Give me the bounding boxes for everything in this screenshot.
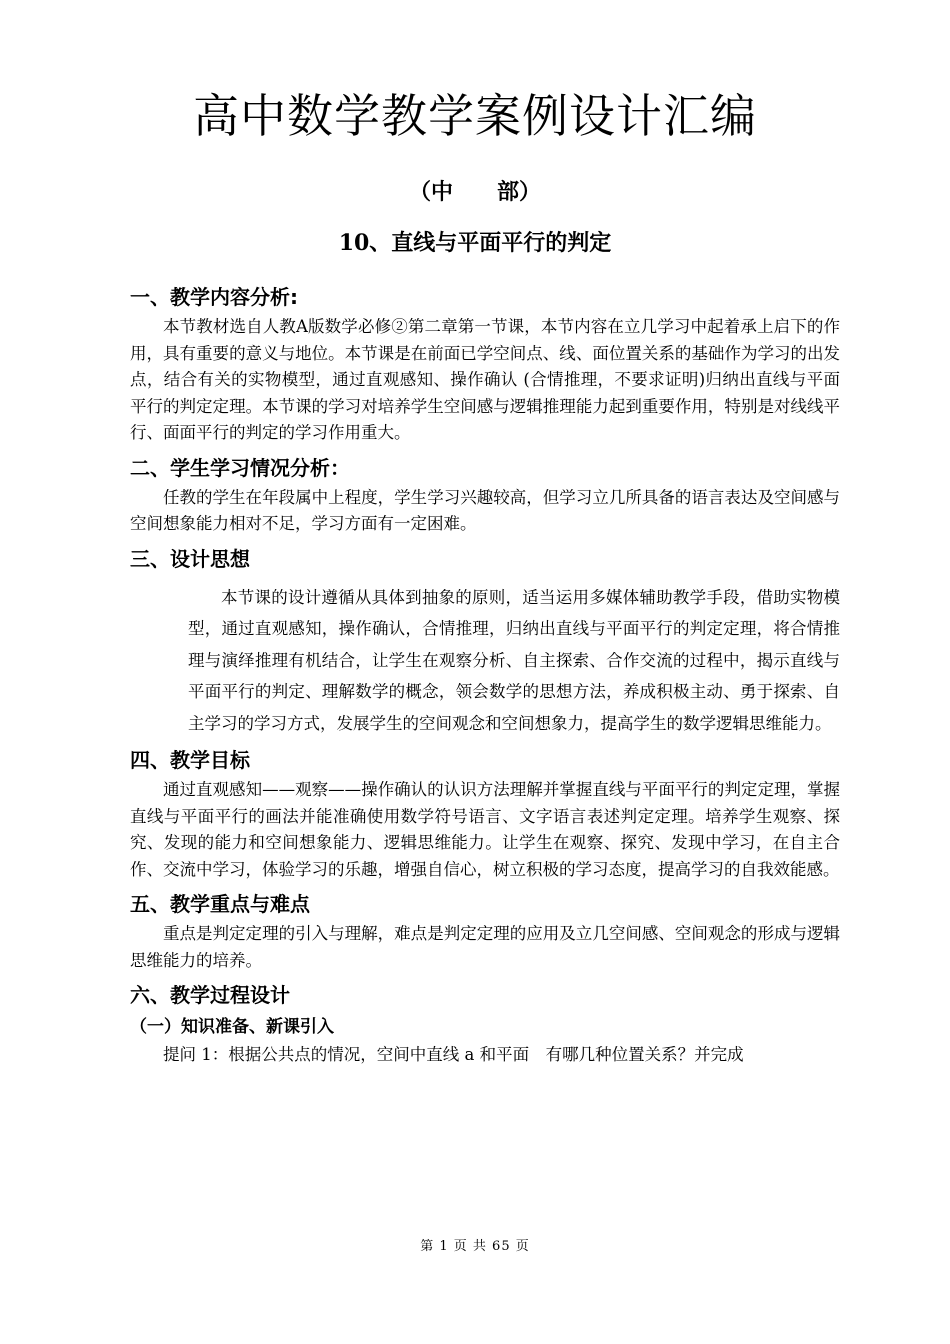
document-subtitle: （中 部） [408,179,541,205]
document-body [130,280,840,1073]
section-heading-student-analysis: 二、学生学习情况分析： [130,455,350,480]
section-heading-design-idea: 三、设计思想 [130,546,250,571]
section-body-teaching-goals: 通过直观感知——观察——操作确认的认识方法理解并掌握直线与平面平行的判定定理，掌握直线与平面平行的画法并能准确使用数学符号语言、文字语言表述判定定理。培养学生观察、探究、发现的能力和空间想象能力、逻辑思维能力。让学生在观察、探究、发现中学习，在自主合作、交流中学习，体验学习的乐趣，增强自信心，树立积极的学习态度，提高学习的自我效能感。 [130,780,840,879]
section-heading-content-analysis: 一、教学内容分析: [130,285,298,309]
subsection-body-knowledge-prep: 提问 1：根据公共点的情况，空间中直线 a 和平面 有哪几种位置关系？并完成 [163,1045,744,1064]
subsection-heading-knowledge-prep: （一）知识准备、新课引入 [130,1017,334,1037]
section-body-student-analysis: 任教的学生在年段属中上程度，学生学习兴趣较高，但学习立几所具备的语言表达及空间感与空间想象能力相对不足，学习方面有一定困难。 [130,487,840,533]
section-heading-teaching-goals: 四、教学目标 [130,748,250,772]
section-body-design-idea: 本节课的设计遵循从具体到抽象的原则，适当运用多媒体辅助教学手段，借助实物模型，通过直观感知，操作确认，合情推理，归纳出直线与平面平行的判定定理，将合情推理与演绎推理有机结合，让学生在观察分析、自主探索、合作交流的过程中，揭示直线与平面平行的判定、理解数学的概念，领会数学的思想方法，养成积极主动、勇于探索、自主学习的学习方式，发展学生的空间观念和空间想象力，提高学生的数学逻辑思维能力。 [188,587,840,733]
lesson-title: 10、直线与平面平行的判定 [338,230,612,256]
section-heading-teaching-process: 六、教学过程设计 [130,983,290,1007]
section-heading-key-points: 五、教学重点与难点 [130,892,310,916]
section-body-content-analysis: 本节教材选自人教A版数学必修②第二章第一节课，本节内容在立几学习中起着承上启下的作用，具有重要的意义与地位。本节课是在前面已学空间点、线、面位置关系的基础作为学习的出发点，结合有关的实物模型，通过直观感知、操作确认 (合情推理，不要求证明)归纳出直线与平面平行的判定定理。本节课的学习对培养学生空间感与逻辑推理能力起到重要作用，特别是对线线平行、面面平行的判定的学习作用重大。 [130,317,840,442]
section-body-key-points: 重点是判定定理的引入与理解，难点是判定定理的应用及立几空间感、空间观念的形成与逻辑思维能力的培养。 [130,924,840,970]
document-title: 高中数学教学案例设计汇编 [193,89,757,143]
page-footer: 第 1 页 共 65 页 [420,1239,530,1254]
